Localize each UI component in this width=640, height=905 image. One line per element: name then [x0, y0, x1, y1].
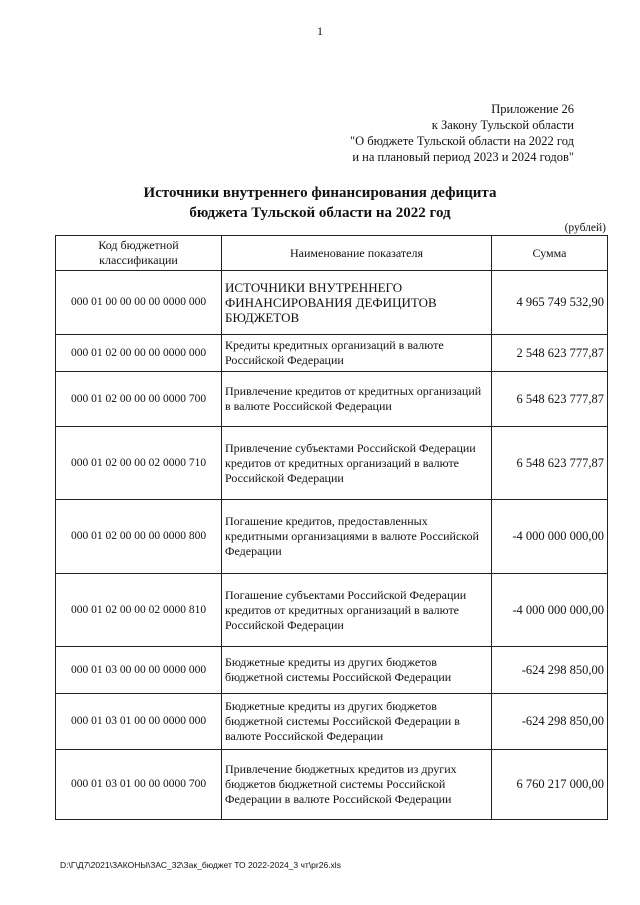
- table-row: [56, 372, 608, 427]
- table-header-row: [56, 236, 608, 271]
- row-code: 000 01 02 00 00 02 0000 810: [56, 574, 222, 647]
- table-row: [56, 647, 608, 694]
- row-name: Привлечение бюджетных кредитов из других бюджетов бюджетной системы Российской Федерации в валюте Российской Федерации: [222, 750, 492, 820]
- appendix-header: [350, 101, 574, 165]
- row-sum: -4 000 000 000,00: [492, 574, 608, 647]
- table-row: [56, 574, 608, 647]
- row-code: 000 01 00 00 00 00 0000 000: [56, 271, 222, 335]
- title-line: бюджета Тульской области на 2022 год: [189, 205, 451, 221]
- row-code: 000 01 03 01 00 00 0000 000: [56, 694, 222, 750]
- page-number: 1: [317, 24, 323, 38]
- table-row: [56, 335, 608, 372]
- table-row: [56, 694, 608, 750]
- row-name: Привлечение кредитов от кредитных организаций в валюте Российской Федерации: [222, 372, 492, 427]
- row-sum: -624 298 850,00: [492, 694, 608, 750]
- financing-sources-table: [55, 235, 608, 820]
- row-sum: -4 000 000 000,00: [492, 500, 608, 574]
- row-code: 000 01 02 00 00 00 0000 800: [56, 500, 222, 574]
- row-sum: 6 760 217 000,00: [492, 750, 608, 820]
- column-header-code: Код бюджетной классификации: [56, 236, 222, 271]
- units-label: (рублей): [564, 222, 606, 234]
- row-sum: 6 548 623 777,87: [492, 372, 608, 427]
- title-line: Источники внутреннего финансирования дефицита: [143, 185, 497, 201]
- row-name: Бюджетные кредиты из других бюджетов бюджетной системы Российской Федерации: [222, 647, 492, 694]
- row-code: 000 01 02 00 00 02 0000 710: [56, 427, 222, 500]
- table-row: [56, 750, 608, 820]
- appendix-line: к Закону Тульской области: [431, 118, 574, 132]
- row-name: Кредиты кредитных организаций в валюте Российской Федерации: [222, 335, 492, 372]
- document-title: [0, 183, 640, 223]
- row-name: Погашение кредитов, предоставленных кредитными организациями в валюте Российской Федерации: [222, 500, 492, 574]
- row-sum: 2 548 623 777,87: [492, 335, 608, 372]
- column-header-name: Наименование показателя: [222, 236, 492, 271]
- row-name: ИСТОЧНИКИ ВНУТРЕННЕГО ФИНАНСИРОВАНИЯ ДЕФИЦИТОВ БЮДЖЕТОВ: [222, 271, 492, 335]
- row-name: Бюджетные кредиты из других бюджетов бюджетной системы Российской Федерации в валюте Российской Федерации: [222, 694, 492, 750]
- table-row: [56, 500, 608, 574]
- appendix-line: Приложение 26: [491, 102, 574, 116]
- row-code: 000 01 03 00 00 00 0000 000: [56, 647, 222, 694]
- row-name: Погашение субъектами Российской Федерации кредитов от кредитных организаций в валюте Российской Федерации: [222, 574, 492, 647]
- column-header-sum: Сумма: [492, 236, 608, 271]
- row-sum: 6 548 623 777,87: [492, 427, 608, 500]
- appendix-line: "О бюджете Тульской области на 2022 год: [350, 134, 574, 148]
- file-path-footer: D:\Г\Д7\2021\ЗАКОНЫ\ЗАС_32\Зак_бюджет ТО 2022-2024_3 чт\pr26.xls: [60, 860, 341, 870]
- row-name: Привлечение субъектами Российской Федерации кредитов от кредитных организаций в валюте Российской Федерации: [222, 427, 492, 500]
- table-row: [56, 271, 608, 335]
- appendix-line: и на плановый период 2023 и 2024 годов": [352, 150, 574, 164]
- row-code: 000 01 02 00 00 00 0000 700: [56, 372, 222, 427]
- table-row: [56, 427, 608, 500]
- row-code: 000 01 02 00 00 00 0000 000: [56, 335, 222, 372]
- row-sum: 4 965 749 532,90: [492, 271, 608, 335]
- row-sum: -624 298 850,00: [492, 647, 608, 694]
- row-code: 000 01 03 01 00 00 0000 700: [56, 750, 222, 820]
